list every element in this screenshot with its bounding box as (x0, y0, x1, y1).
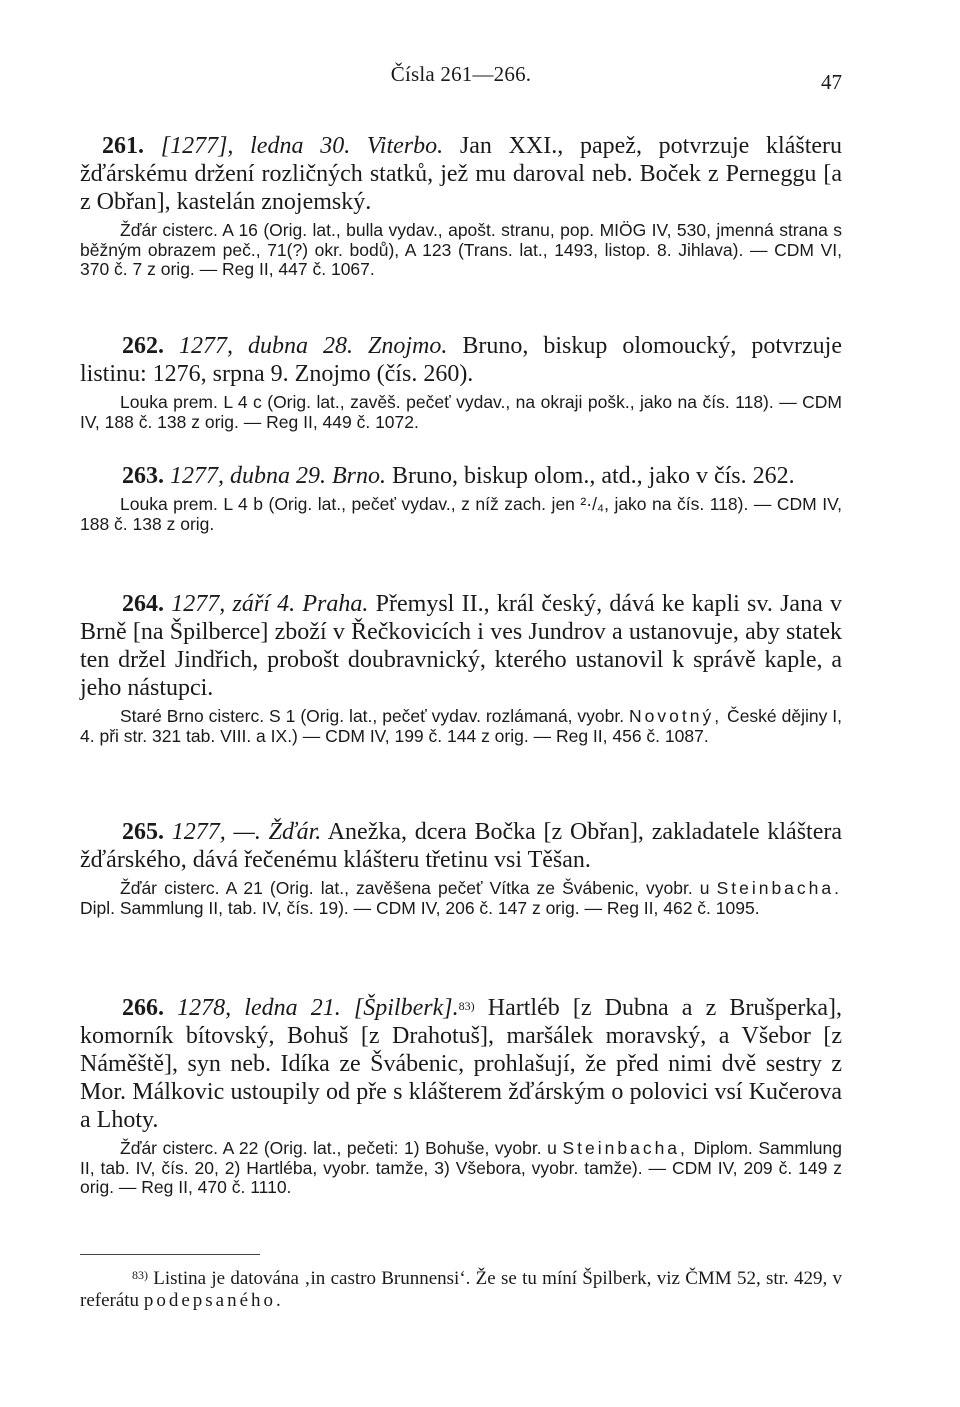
regest (80, 590, 842, 702)
entry-261 (80, 132, 842, 280)
archival-note (80, 707, 842, 746)
entry-text: Anežka, dcera Bočka [z Obřan], zakladatele kláštera žďárského, dává řečenému klášteru třetinu vsi Těšan. (80, 819, 843, 873)
entry-date: [1277], ledna 30. Viterbo. (160, 133, 444, 159)
spaced-author-name: Novotný, (629, 706, 723, 726)
entry-number: 266. (122, 995, 164, 1021)
archival-note (80, 1139, 842, 1198)
entry-number: 265. (122, 819, 164, 845)
entry-number: 261. (102, 133, 144, 159)
entry-text: Jan XXI., papež, potvrzuje klášteru žďárskému držení rozličných statků, jež mu daroval neb. Boček z Perneggu [a z Obřan], kastelán znojemský. (80, 133, 843, 215)
regest (80, 332, 842, 388)
note-text: Žďár cisterc. A 22 (Orig. lat., pečeti: 1) Bohuše, vyobr. u (120, 1138, 563, 1158)
regest (80, 132, 842, 216)
regest (80, 818, 842, 874)
regest (80, 992, 842, 1134)
entry-date: 1277, dubna 28. Znojmo. (179, 333, 448, 359)
archival-note (80, 879, 842, 918)
spaced-author-name: podepsaného. (143, 1290, 284, 1311)
entry-date: 1277, dubna 29. Brno. (170, 463, 386, 489)
regest (80, 462, 842, 490)
page-number: 47 (821, 70, 842, 94)
entry-265 (80, 818, 842, 918)
note-text: Žďár cisterc. A 21 (Orig. lat., zavěšena pečeť Vítka ze Švábenic, vyobr. u (120, 878, 717, 898)
entry-date: 1277, —. Žďár. (171, 819, 322, 845)
archival-note: Louka prem. L 4 b (Orig. lat., pečeť vydav., z níž zach. jen ²·/₄, jako na čís. 118). — CDM IV, 188 č. 138 z orig. (80, 494, 842, 534)
note-text: Dipl. Sammlung II, tab. IV, čís. 19). — CDM IV, 206 č. 147 z orig. — Reg II, 462 č. 1095. (80, 897, 760, 918)
entry-text: Hartléb [z Dubna a z Brušperka], komorník bítovský, Bohuš [z Drahotuš], maršálek moravský, a Všebor [z Náměště], syn neb. Idíka ze Švábenic, prohlašují, že před nimi dvě sestry z Mor. Málkovic ustoupily od pře s klášterem žďárským o polovici vsí Kučerova a Lhoty. (80, 995, 843, 1133)
running-header: Čísla 261—266. (390, 62, 532, 86)
entry-text: Bruno, biskup olomoucký, potvrzuje listinu: 1276, srpna 9. Znojmo (čís. 260). (80, 333, 842, 387)
entry-263 (80, 462, 842, 534)
entry-date: 1278, ledna 21. [Špilberk]. (177, 995, 459, 1021)
footnote (80, 1264, 842, 1312)
note-text: České dějiny I, 4. při str. 321 tab. VIII. a IX.) — CDM IV, 199 č. 144 z orig. — Reg II, 456 č. 1087. (80, 706, 843, 746)
entry-number: 264. (122, 591, 164, 617)
entry-266 (80, 992, 842, 1198)
entry-text: Přemysl II., král český, dává ke kapli sv. Jana v Brně [na Špilberce] zboží v Řečkovicích i ves Jundrov a ustanovuje, aby statek ten držel Jindřich, probošt doubravnický, kterého ustanovil k správě kaple, a jeho nástupci. (80, 591, 843, 701)
footnote-divider (80, 1254, 260, 1255)
note-text: Diplom. Sammlung II, tab. IV, čís. 20, 2) Hartléba, vyobr. tamže, 3) Všebora, vyobr. tamže). — CDM IV, 209 č. 149 z orig. — Reg II, 470 č. 1110. (80, 1138, 842, 1197)
entry-262 (80, 332, 842, 432)
footnote-text: Listina je datována ‚in castro Brunnensi‘. Že se tu míní Špilberk, viz ČMM 52, str. 429, v referátu (80, 1268, 842, 1311)
entry-number: 263. (122, 463, 164, 489)
footnote-marker: 83) (132, 1268, 148, 1282)
note-text: Staré Brno cisterc. S 1 (Orig. lat., pečeť vydav. rozlámaná, vyobr. (120, 706, 630, 726)
entry-264 (80, 590, 842, 746)
spaced-author-name: Steinbacha. (716, 878, 842, 898)
entry-date: 1277, září 4. Praha. (171, 591, 369, 617)
footnote-reference: 83) (458, 999, 475, 1013)
entry-number: 262. (122, 333, 164, 359)
archival-note: Louka prem. L 4 c (Orig. lat., zavěš. pečeť vydav., na okraji pošk., jako na čís. 118). — CDM IV, 188 č. 138 z orig. — Reg II, 449 č. 1072. (80, 392, 842, 432)
entry-text: Bruno, biskup olom., atd., jako v čís. 262. (392, 463, 795, 489)
archival-note: Žďár cisterc. A 16 (Orig. lat., bulla vydav., apošt. stranu, pop. MIÖG IV, 530, jmenná strana s běžným obrazem peč., 71(?) okr. bodů), A 123 (Trans. lat., 1493, listop. 8. Jihlava). — CDM VI, 370 č. 7 z orig. — Reg II, 447 č. 1067. (80, 220, 842, 279)
spaced-author-name: Steinbacha, (562, 1138, 688, 1158)
